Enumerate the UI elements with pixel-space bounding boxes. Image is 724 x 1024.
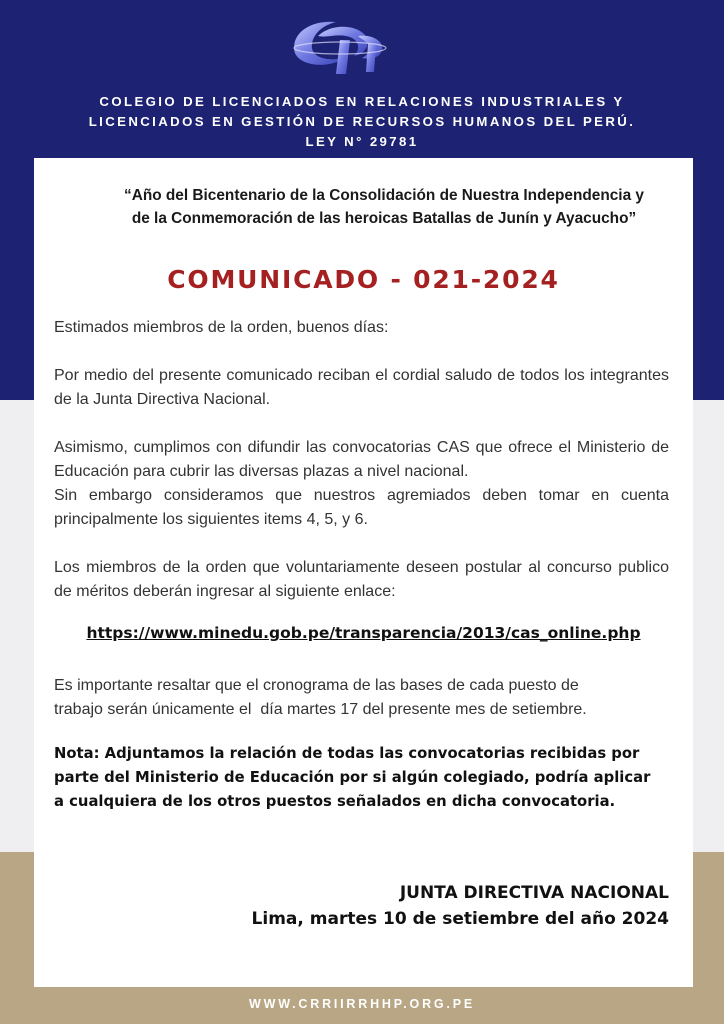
cas-announcement-paragraph: Asimismo, cumplimos con difundir las convocatorias CAS que ofrece el Ministerio de Educación para cubrir las diversas plazas a nivel nacional. xyxy=(54,439,669,480)
crrhp-logo-icon xyxy=(284,14,396,78)
motto-line-2: de la Conmemoración de las heroicas Batallas de Junín y Ayacucho” xyxy=(131,210,637,227)
schedule-line-2: trabajo serán únicamente el día martes 17 del presente mes de setiembre. xyxy=(54,701,587,718)
note-line-2: parte del Ministerio de Educación por si algún colegiado, podría aplicar xyxy=(54,769,651,786)
communique-title: COMUNICADO - 021-2024 xyxy=(167,265,560,294)
org-line-1: COLEGIO DE LICENCIADOS EN RELACIONES INDUSTRIALES Y xyxy=(99,94,625,109)
org-line-2: LICENCIADOS EN GESTIÓN DE RECURSOS HUMANOS DEL PERÚ. xyxy=(88,114,636,129)
note-line-3: a cualquiera de los otros puestos señalados en dicha convocatoria. xyxy=(54,793,616,810)
motto-line-1: “Año del Bicentenario de la Consolidación de Nuestra Independencia y xyxy=(124,187,644,204)
website-footer: WWW.CRRIIRRHHP.ORG.PE xyxy=(249,997,475,1011)
note-paragraph xyxy=(54,742,669,814)
note-line-1: Nota: Adjuntamos la relación de todas las convocatorias recibidas por xyxy=(54,745,640,762)
cas-online-link[interactable]: https://www.minedu.gob.pe/transparencia/2013/cas_online.php xyxy=(86,624,641,642)
signature-block xyxy=(252,880,669,932)
org-law-number: LEY N° 29781 xyxy=(305,134,419,149)
signature-board: JUNTA DIRECTIVA NACIONAL xyxy=(399,883,669,903)
greeting-paragraph: Estimados miembros de la orden, buenos días: xyxy=(54,319,389,336)
communique-card xyxy=(34,158,693,987)
apply-instructions-paragraph: Los miembros de la orden que voluntariamente deseen postular al concurso publico de méritos deberán ingresar al siguiente enlace: xyxy=(54,559,669,600)
year-motto xyxy=(94,184,674,230)
signature-date: Lima, martes 10 de setiembre del año 2024 xyxy=(251,909,669,929)
schedule-paragraph xyxy=(54,674,669,722)
items-paragraph: Sin embargo consideramos que nuestros agremiados deben tomar en cuenta principalmente los siguientes items 4, 5, y 6. xyxy=(54,487,669,528)
greeting-body-paragraph: Por medio del presente comunicado reciban el cordial saludo de todos los integrantes de la Junta Directiva Nacional. xyxy=(54,367,669,408)
organization-name xyxy=(0,92,724,152)
schedule-line-1: Es importante resaltar que el cronograma de las bases de cada puesto de xyxy=(54,677,579,694)
